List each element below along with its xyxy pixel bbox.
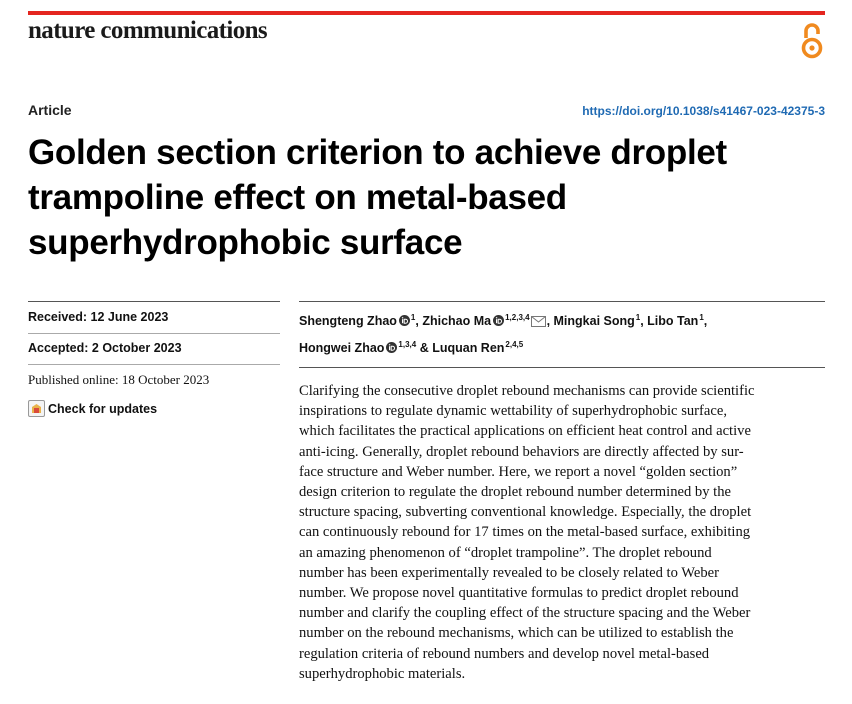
title-line: Golden section criterion to achieve droplet [28,133,727,172]
check-for-updates-button[interactable] [28,400,157,417]
article-type-label: Article [28,102,72,118]
received-date: Received: 12 June 2023 [28,310,169,324]
author-separator: , [546,314,554,328]
author[interactable] [422,314,553,328]
affiliation-superscript: 1 [699,313,704,322]
journal-accent-bar [28,11,825,15]
abstract-line: anti-icing. Generally, droplet rebound behaviors are directly affected by sur- [299,443,744,460]
author[interactable] [299,341,432,355]
abstract-line: number on the rebound mechanisms, which can be utilized to establish the [299,625,734,642]
author-list [299,307,829,360]
abstract-line: face structure and Weber number. Here, we report a novel “golden section” [299,463,738,480]
divider [28,301,280,302]
divider [28,364,280,365]
abstract-line: regulation criteria of rebound numbers and develop novel metal-based [299,645,710,662]
affiliation-superscript: 1 [410,313,416,322]
abstract-line: number. We propose novel quantitative formulas to predict droplet rebound [299,585,739,602]
author[interactable] [647,314,707,328]
abstract-line: Clarifying the consecutive droplet rebound mechanisms can provide scientific [299,383,755,399]
author-name: Luquan Ren [432,341,505,355]
abstract-line: design criterion to regulate the droplet rebound number determined by the [299,484,731,501]
abstract [299,381,829,684]
author-name: Hongwei Zhao [299,341,385,355]
check-for-updates-label: Check for updates [48,401,158,416]
abstract-line: number and clarify the coupling effect of the structure spacing and the Weber [299,605,751,622]
abstract-line: number has been experimentally revealed to be closely related to Weber [299,564,719,581]
abstract-line: structure spacing, subverting conventional knowledge. Especially, the droplet [299,504,752,521]
affiliation-superscript: 1 [635,313,641,322]
abstract-line: an amazing phenomenon of “droplet trampoline”. The droplet rebound [299,544,712,561]
abstract-line: superhydrophobic materials. [299,665,466,682]
orcid-icon[interactable] [386,339,397,360]
author[interactable] [432,341,523,355]
author-separator: & [416,341,433,355]
author-name: Libo Tan [647,314,699,328]
abstract-line: which facilitates the practical applications on efficient heat control and active [299,423,751,440]
orcid-icon[interactable] [493,312,504,333]
accepted-date: Accepted: 2 October 2023 [28,341,182,355]
orcid-icon[interactable] [399,312,410,333]
email-icon[interactable] [531,313,546,334]
published-date: Published online: 18 October 2023 [28,372,210,387]
abstract-line: can continuously rebound for 17 times on the metal-based surface, exhibiting [299,524,751,541]
author[interactable] [554,314,648,328]
affiliation-superscript: 1,3,4 [398,340,417,349]
open-access-icon[interactable] [799,22,825,60]
divider [299,367,825,368]
article-title [28,130,838,265]
author[interactable] [299,314,422,328]
doi-link[interactable]: https://doi.org/10.1038/s41467-023-42375-3 [582,104,825,118]
author-name: Mingkai Song [553,314,635,328]
affiliation-superscript: 1,2,3,4 [505,313,530,322]
author-separator: , [415,314,423,328]
title-line: trampoline effect on metal-based [28,178,567,217]
author-separator: , [703,314,708,328]
divider [28,333,280,334]
title-line: superhydrophobic surface [28,223,463,262]
divider [299,301,825,302]
abstract-line: inspirations to regulate dynamic wettability of superhydrophobic surface, [299,403,727,420]
affiliation-superscript: 2,4,5 [505,340,524,349]
author-name: Zhichao Ma [422,314,492,328]
author-name: Shengteng Zhao [299,314,397,328]
crossmark-icon [28,400,45,417]
author-separator: , [640,314,648,328]
journal-name: nature communications [28,17,268,44]
